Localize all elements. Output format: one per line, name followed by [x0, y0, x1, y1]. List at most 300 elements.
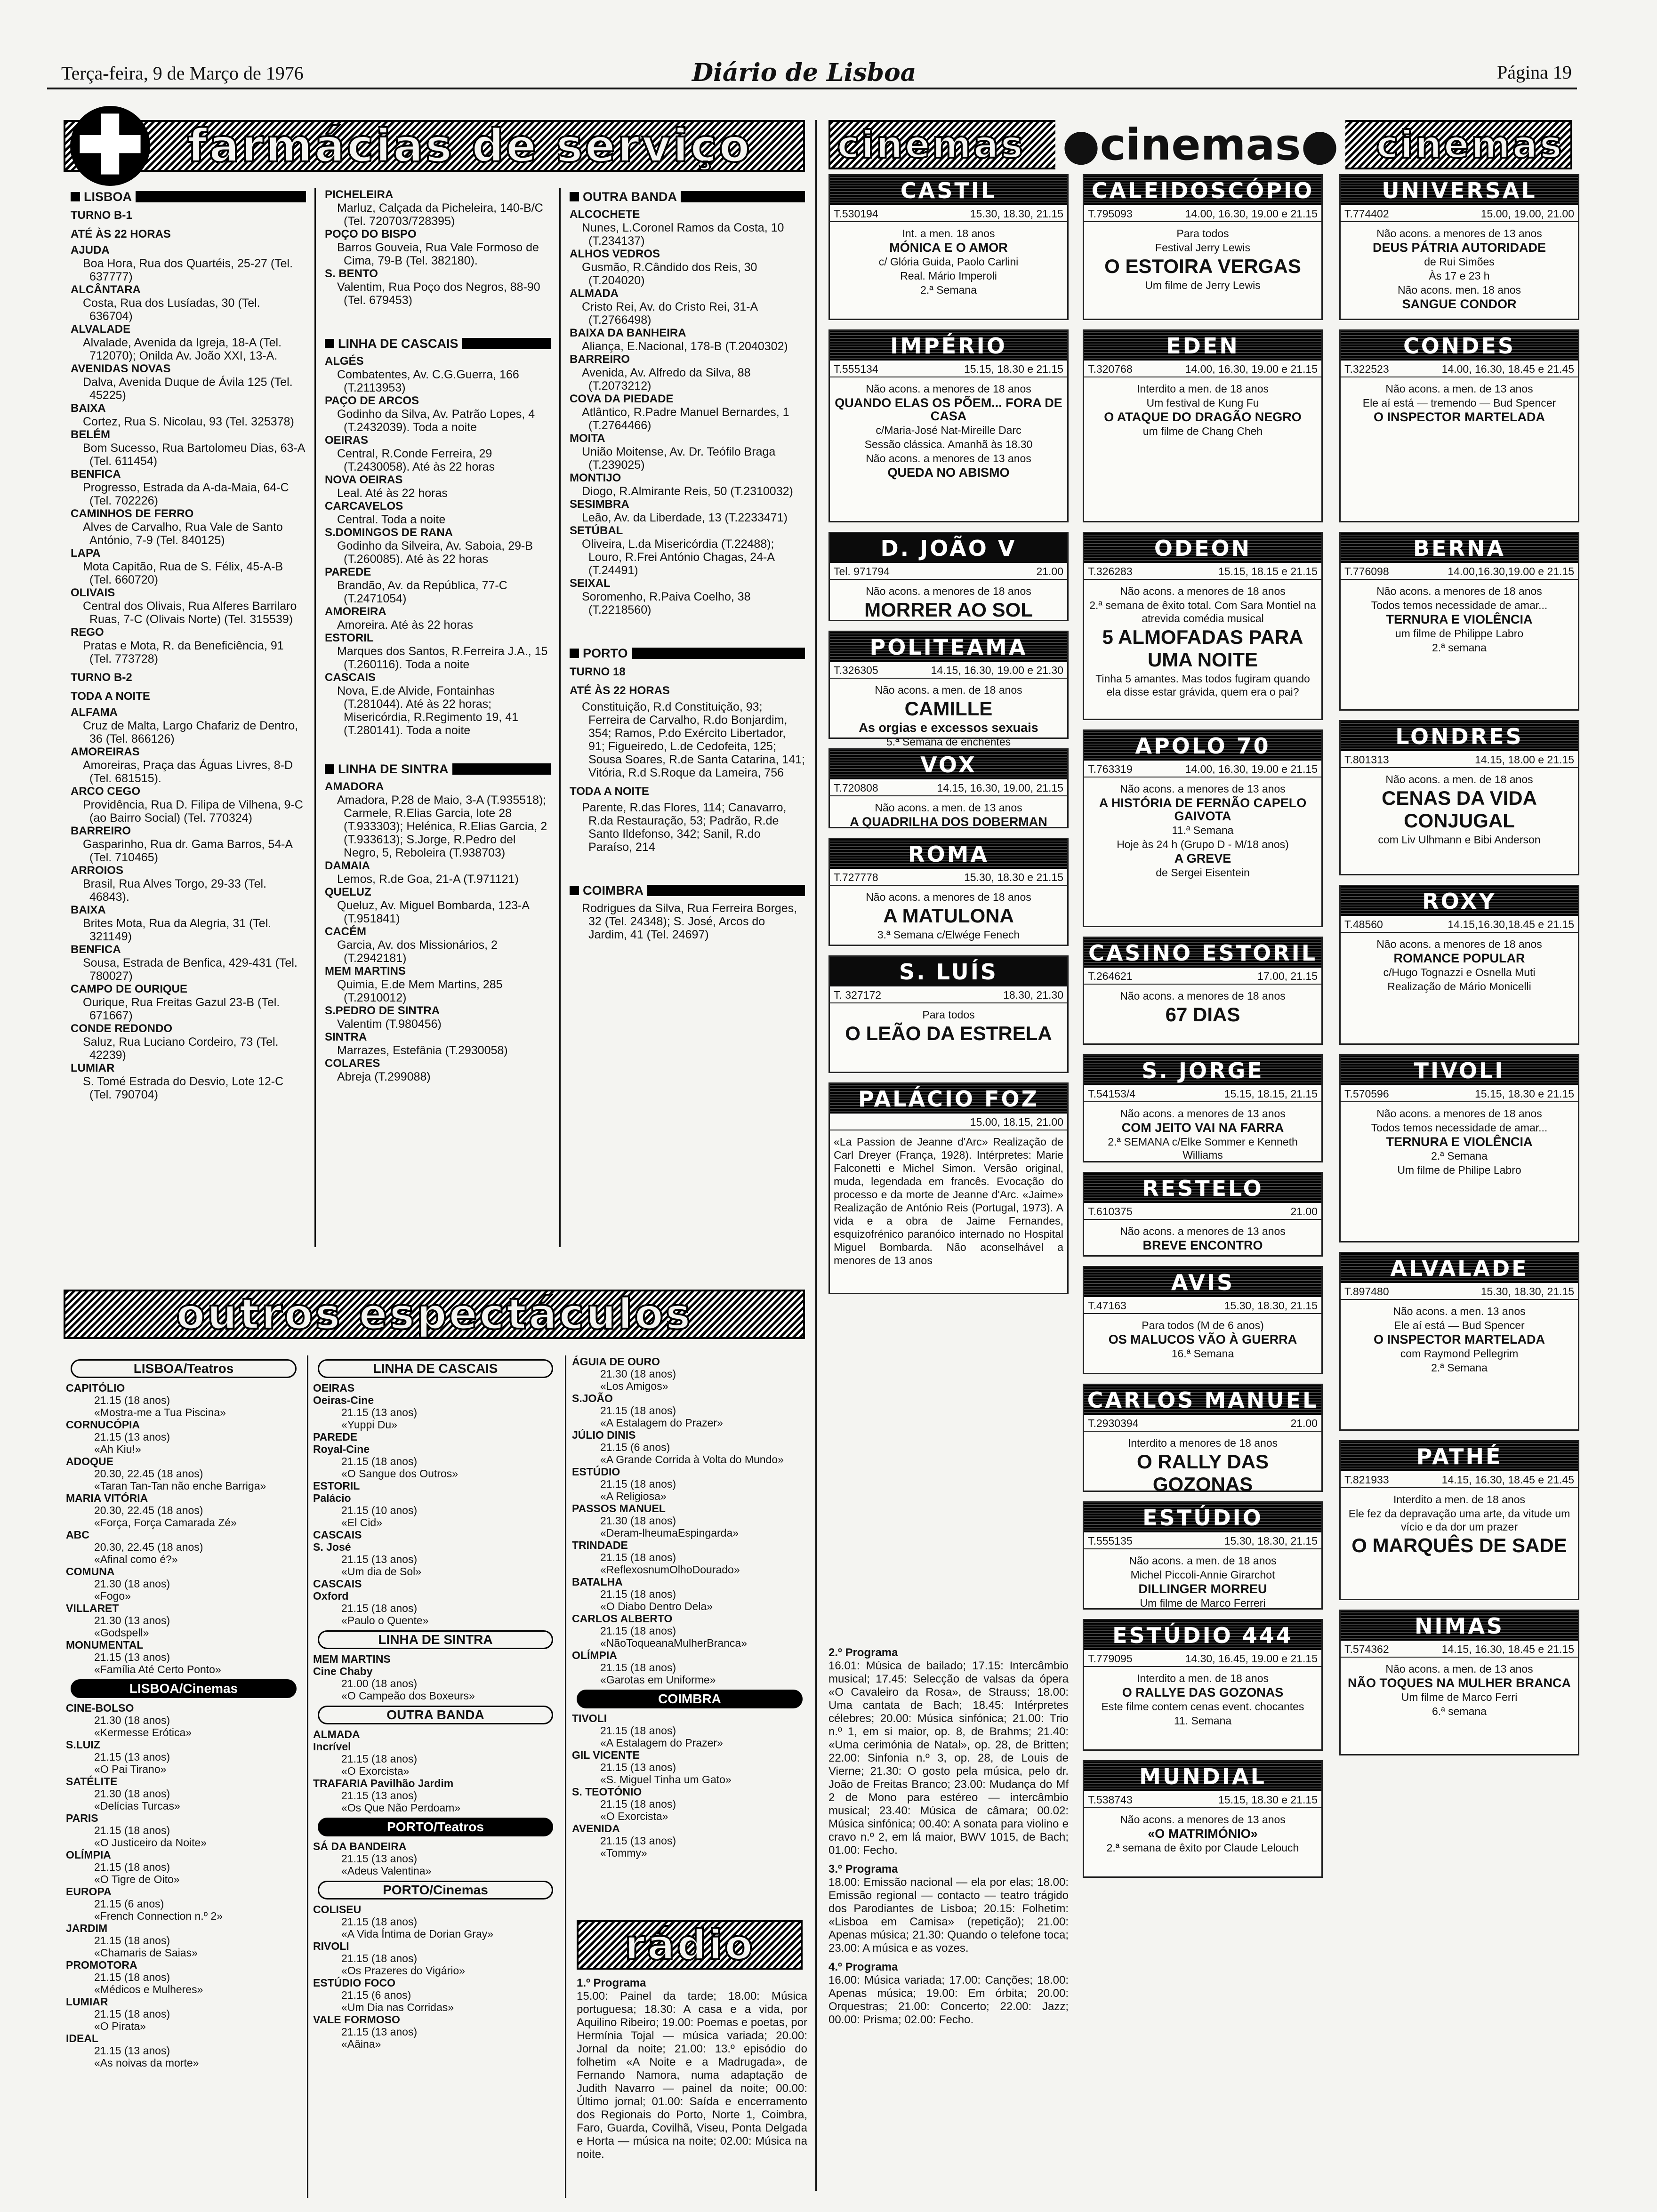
venue-showing: 21.15 (18 anos) [600, 1661, 676, 1674]
pharmacy-locality: OLIVAIS [71, 586, 115, 599]
venue-showing: 21.15 (18 anos) [94, 1824, 170, 1836]
venue-name: COLISEU [313, 1903, 362, 1915]
cinemas-title: cinemas [1100, 120, 1301, 170]
film-info: Ele aí está — tremendo — Bud Spencer [1362, 397, 1556, 409]
cinema-phone-times [1084, 1204, 1321, 1220]
venue-name: S. TEOTÓNIO [572, 1786, 642, 1798]
film-info: Não acons. a menores de 13 anos [1120, 1107, 1286, 1120]
pharmacy-locality: SETÚBAL [570, 524, 623, 537]
pharmacy-entry: S. Tomé Estrada do Desvio, Lote 12-C (Tel. 790704) [83, 1075, 284, 1101]
spacer [570, 854, 805, 882]
pharmacy-locality: LAPA [71, 547, 101, 560]
venue-name: JÚLIO DINIS [572, 1429, 636, 1441]
cinema-times: 21.00 [1036, 565, 1063, 577]
cinema-details [1084, 580, 1321, 703]
cinema-listing [828, 955, 1069, 1073]
cinema-details [830, 580, 1067, 626]
cinema-phone-times [1084, 362, 1321, 377]
cinema-name: ESTÚDIO [1084, 1503, 1321, 1534]
cinema-listing [828, 1082, 1069, 1294]
venue-name: S.LUIZ [66, 1739, 100, 1751]
cinema-phone-times [1341, 1087, 1578, 1102]
cinema-times: 15.30, 18.30, 21.15 [1224, 1299, 1318, 1312]
section-cascais [325, 337, 551, 350]
film-info: Todos temos necessidade de amar... [1371, 599, 1548, 611]
film-info: «La Passion de Jeanne d'Arc» Realização de Carl Dreyer (França, 1928). Intérpretes: Marie Falconetti e Michel Simon. Versão original, muda, legendada em francês. Evocação do processo e da morte de Jeanne d'Arc. «Jaime» Realização de António Reis (Portugal, 1973). A vida e a obra de Jaime Fernandes, esquizofrénico paranóico internado no Hospital Miguel Bombarda. Não aconselhável a menores de 13 anos [834, 1136, 1063, 1266]
cinema-times: 15.30, 18.30, 21.15 [1224, 1535, 1318, 1547]
cinema-listing [1083, 729, 1323, 927]
outros-column-3 [572, 1355, 807, 1967]
cinema-listing [828, 631, 1069, 748]
venue-showing: «El Cid» [341, 1516, 382, 1529]
cinema-times: 14.00, 16.30, 18.45 e 21.45 [1441, 363, 1574, 375]
film-info: 16.ª Semana [1171, 1347, 1234, 1360]
venue-showing: «Garotas em Uniforme» [600, 1674, 716, 1686]
cinema-name: LONDRES [1341, 721, 1578, 753]
pharmacy-entry: Garcia, Av. dos Missionários, 2 (T.2942181) [337, 938, 498, 965]
venue-showing: «Fogo» [94, 1590, 131, 1602]
venue-showing: 20.30, 22.45 (18 anos) [94, 1541, 203, 1553]
venue-name: JARDIM [66, 1922, 108, 1934]
venue-showing: 21.15 (10 anos) [341, 1504, 418, 1516]
venue-showing: «Mostra-me a Tua Piscina» [94, 1406, 226, 1419]
section-porto [570, 647, 805, 660]
cinema-name: ODEON [1084, 533, 1321, 564]
pharmacy-locality: COLARES [325, 1057, 380, 1070]
pharmacy-entry: Gasparinho, Rua dr. Gama Barros, 54-A (Tel. 710465) [83, 838, 292, 864]
cinemas-column-1 [828, 174, 1069, 1633]
pharmacy-locality: PAREDE [325, 566, 371, 578]
cinema-phone-times [830, 988, 1067, 1003]
venue-name: Oxford [313, 1590, 349, 1602]
film-info: Não acons. men. 18 anos [1397, 284, 1521, 296]
cinema-details [1341, 222, 1578, 315]
venue-showing: «Adeus Valentina» [341, 1865, 432, 1877]
venue-group-header: LINHA DE SINTRA [318, 1630, 553, 1649]
venue-name: TRINDADE [572, 1539, 628, 1551]
film-info: Não acons. a menores de 13 anos [1376, 227, 1542, 240]
cinema-times: 14.00, 16.30, 19.00 e 21.15 [1185, 763, 1318, 775]
pharmacy-locality: BENFICA [71, 468, 121, 481]
film-title: OS MALUCOS VÃO À GUERRA [1108, 1332, 1297, 1346]
cinema-times: 14.15, 16.30, 19.00 e 21.30 [931, 664, 1063, 676]
venue-showing: «NãoToqueanaMulherBranca» [600, 1637, 747, 1649]
black-rule [632, 648, 805, 659]
pharmacy-locality: NOVA OEIRAS [325, 473, 403, 486]
cinema-phone: T.897480 [1344, 1285, 1389, 1298]
cinema-name: POLITEAMA [830, 632, 1067, 663]
film-title: CENAS DA VIDA CONJUGAL [1382, 787, 1537, 832]
venue-showing: «A Estalagem do Prazer» [600, 1737, 723, 1749]
pharmacy-entry: Brandão, Av. da República, 77-C (T.2471054) [337, 579, 507, 605]
pharmacy-entry: Queluz, Av. Miguel Bombarda, 123-A (T.951841) [337, 899, 529, 925]
venue-showing: 21.15 (13 anos) [341, 2026, 418, 2038]
cinema-times: 14.15, 16.30, 18.45 e 21.15 [1441, 1643, 1574, 1655]
cinema-listing [1083, 1619, 1323, 1751]
cinema-phone-times [1341, 917, 1578, 933]
cinema-phone-times [1341, 1284, 1578, 1300]
venue-showing: 21.15 (18 anos) [600, 1798, 676, 1810]
cinema-phone-times [830, 663, 1067, 679]
pharmacy-entry: Soromenho, R.Paiva Coelho, 38 (T.2218560) [582, 590, 751, 617]
venue-showing: 21.15 (13 anos) [94, 1651, 170, 1663]
venue-showing: 21.15 (6 anos) [94, 1898, 164, 1910]
film-info: c/Maria-José Nat-Mireille Darc [876, 424, 1022, 436]
cinema-details [1084, 1102, 1321, 1166]
film-title: O RALLY DAS GOZONAS [1136, 1451, 1269, 1495]
venue-showing: 20.30, 22.45 (18 anos) [94, 1467, 203, 1480]
film-info: Não acons. a menores de 18 anos [1376, 1107, 1542, 1120]
film-info: Não acons. a menores de 13 anos [1120, 1813, 1286, 1826]
cinema-listing [1083, 1266, 1323, 1374]
section-lisboa-label: LISBOA [84, 190, 132, 204]
venue-showing: «Um Dia nas Corridas» [341, 2001, 454, 2013]
cinema-details [1084, 777, 1321, 884]
venue-showing: «O Sangue dos Outros» [341, 1467, 458, 1480]
cinema-phone-times [830, 1115, 1067, 1130]
pharmacy-locality: CAMINHOS DE FERRO [71, 507, 194, 520]
venue-showing: 21.30 (18 anos) [94, 1787, 170, 1800]
cinema-listing [1339, 532, 1579, 711]
venue-showing: «O Justiceiro da Noite» [94, 1836, 207, 1849]
pharmacy-entry: Lemos, R.de Goa, 21-A (T.971121) [337, 873, 519, 886]
pharmacy-locality: SESIMBRA [570, 498, 629, 511]
bullet-icon: ● [1301, 120, 1339, 170]
column-rule [307, 1355, 308, 2198]
venue-name: Incrível [313, 1740, 351, 1753]
hours-label: ATÉ ÀS 22 HORAS [71, 228, 171, 240]
cinema-listing [1339, 174, 1579, 320]
film-info: 3.ª Semana c/Elwége Fenech [877, 929, 1020, 941]
film-info: Todos temos necessidade de amar... [1371, 1122, 1548, 1134]
film-info: Interdito a men. de 18 anos [1136, 1672, 1269, 1684]
cinema-phone-times [1341, 564, 1578, 580]
pharmacy-entry: Aliança, E.Nacional, 178-B (T.2040302) [582, 340, 788, 353]
radio-p3-text: 18.00: Emissão nacional — ela por elas; 18.00: Emissão regional — contacto — teatro trágido dos Parodiantes de Lisboa; 20.15: Folhetim: «Lisboa em Camisa» (repetição); 21.00: Apenas música; 21.30: Quando o telefone toca; 23.00: A música e as vozes. [828, 1876, 1069, 1955]
radio-banner [577, 1920, 803, 1970]
black-rule [462, 338, 551, 349]
pharmacy-entry: Mota Capitão, Rua de S. Félix, 45-A-B (Tel. 660720) [83, 560, 283, 586]
cinema-phone-times [1341, 753, 1578, 768]
pharmacy-entry: Boa Hora, Rua dos Quartéis, 25-27 (Tel. 637777) [83, 257, 293, 283]
cinema-times: 21.00 [1290, 1205, 1318, 1218]
radio-p4-text: 16.00: Música variada; 17.00: Canções; 18.00: Apenas música; 19.00: Em órbita; 20.00: Orquestras; 21.00: Concerto; 22.00: Jazz; 00.00: Prisma; 02.00: Fecho. [828, 1974, 1069, 2026]
film-title: O RALLYE DAS GOZONAS [1122, 1685, 1284, 1699]
venue-showing: 21.15 (18 anos) [600, 1551, 676, 1563]
cinema-times: 14.15,16.30,18.45 e 21.15 [1448, 918, 1574, 930]
venue-showing: «A Religiosa» [600, 1490, 667, 1502]
farmacias-lisboa-cont-column [325, 188, 551, 1247]
square-icon [570, 886, 579, 895]
venue-showing: «Os Prazeres do Vigário» [341, 1964, 465, 1977]
film-info: Ele fez da depravação uma arte, da vitude um vício e da dor um prazer [1348, 1507, 1570, 1533]
cinema-name: ROMA [830, 839, 1067, 870]
film-title: A QUADRILHA DOS DOBERMAN [850, 815, 1047, 829]
cinema-phone-times [1341, 207, 1578, 222]
cinema-phone: T. 327172 [834, 989, 882, 1001]
pharmacy-entry: Combatentes, Av. C.G.Guerra, 166 (T.2113953) [337, 368, 519, 394]
venue-showing: «O Pai Tirano» [94, 1763, 167, 1775]
pharmacy-locality: CARCAVELOS [325, 500, 403, 513]
film-info: um filme de Chang Cheh [1142, 425, 1263, 437]
pharmacy-locality: BAIXA [71, 402, 106, 415]
pharmacy-cross-icon: ✚ [70, 106, 150, 186]
cinema-phone: T.538743 [1088, 1794, 1133, 1806]
venue-showing: 21.15 (18 anos) [341, 1915, 418, 1928]
film-title: ROMANCE POPULAR [1393, 951, 1525, 965]
cinema-details [830, 1130, 1067, 1272]
farmacias-outra-porto-column [570, 188, 805, 1247]
venue-name: PASSOS MANUEL [572, 1502, 666, 1515]
venue-showing: «O Exorcista» [600, 1810, 668, 1822]
film-title: O LEÃO DA ESTRELA [845, 1022, 1052, 1044]
pharmacy-entry: Nova, E.de Alvide, Fontainhas (T.281044). Até às 22 horas; Misericórdia, R.Regimento 19, 41 (T.280141). Toda a noite [337, 684, 518, 737]
pharmacy-locality: ALGÉS [325, 355, 364, 368]
venue-showing: «Os Que Não Perdoam» [341, 1802, 461, 1814]
cinema-phone-times [1084, 1416, 1321, 1432]
pharmacy-locality: OEIRAS [325, 434, 369, 447]
venue-showing: «Força, Força Camarada Zé» [94, 1516, 237, 1529]
venue-showing: 21.30 (18 anos) [94, 1578, 170, 1590]
cinema-details [1084, 985, 1321, 1031]
newspaper-title: Diário de Lisboa [692, 58, 917, 87]
pharmacy-entry: Ourique, Rua Freitas Gazul 23-B (Tel. 671667) [83, 996, 280, 1022]
venue-showing: 21.30 (18 anos) [94, 1714, 170, 1726]
cinema-details [1084, 1220, 1321, 1257]
cinema-listing [1083, 937, 1323, 1045]
film-info: Não acons. a menores de 18 anos [1376, 585, 1542, 597]
venue-name: BATALHA [572, 1576, 623, 1588]
venue-showing: 21.15 (18 anos) [341, 1952, 418, 1964]
pharmacy-entry: Rodrigues da Silva, Rua Ferreira Borges, 32 (Tel. 24348); S. José, Arcos do Jardim, 41 (Tel. 24697) [582, 902, 797, 941]
square-icon [325, 764, 334, 774]
pharmacy-entry: Amoreiras, Praça das Águas Livres, 8-D (Tel. 681515). [83, 759, 293, 785]
cinema-details [830, 886, 1067, 946]
venue-name: MARIA VITÓRIA [66, 1492, 148, 1504]
cinema-times: 21.00 [1290, 1417, 1318, 1429]
film-info: Não acons. a menores de 13 anos [1120, 1225, 1286, 1237]
cinema-name: EDEN [1084, 331, 1321, 362]
cinema-details [830, 796, 1067, 833]
pharmacy-locality: POÇO DO BISPO [325, 228, 417, 240]
venue-showing: «O Tigre de Oito» [94, 1873, 180, 1885]
pharmacy-locality: ALHOS VEDROS [570, 248, 660, 260]
pharmacy-entry: Cristo Rei, Av. do Cristo Rei, 31-A (T.2766498) [582, 300, 757, 327]
venue-showing: «O Pirata» [94, 2020, 146, 2032]
cinema-name: CONDES [1341, 331, 1578, 362]
cinema-name: TIVOLI [1341, 1056, 1578, 1087]
venue-name: CASCAIS [313, 1529, 362, 1541]
venue-showing: 21.15 (18 anos) [94, 1934, 170, 1947]
venue-group-header: LISBOA/Cinemas [71, 1679, 297, 1698]
pharmacy-locality: MEM MARTINS [325, 965, 406, 978]
film-title: O INSPECTOR MARTELADA [1373, 410, 1545, 424]
cinema-details [1084, 1667, 1321, 1732]
venue-showing: 21.15 (13 anos) [94, 1431, 170, 1443]
cinema-times: 14.00,16.30,19.00 e 21.15 [1448, 565, 1574, 577]
venue-showing: «Taran Tan-Tan não enche Barriga» [94, 1480, 266, 1492]
cinema-details [1341, 1102, 1578, 1181]
pharmacy-locality: ARCO CEGO [71, 785, 141, 798]
film-info: 2.ª semana de êxito por Claude Lelouch [1106, 1842, 1299, 1854]
cinema-details [830, 377, 1067, 484]
film-title: NÃO TOQUES NA MULHER BRANCA [1347, 1676, 1571, 1690]
venue-showing: «A Estalagem do Prazer» [600, 1417, 723, 1429]
film-info: Um filme de Marco Ferri [1401, 1691, 1518, 1703]
cinema-details [1084, 1549, 1321, 1614]
film-info: Não acons. a men. de 13 anos [875, 801, 1022, 814]
hours-label: TODA A NOITE [570, 785, 649, 798]
cinema-name: UNIVERSAL [1341, 176, 1578, 207]
film-info: Real. Mário Imperoli [900, 270, 997, 282]
venue-name: AVENIDA [572, 1822, 620, 1835]
venue-showing: «A Vida Íntima de Dorian Gray» [341, 1928, 494, 1940]
pharmacy-locality: ALCÂNTARA [71, 283, 141, 296]
cinema-name: ALVALADE [1341, 1253, 1578, 1284]
film-info: c/ Glória Guida, Paolo Carlini [878, 256, 1019, 268]
cinema-phone-times [830, 781, 1067, 796]
cinema-name: VOX [830, 750, 1067, 781]
venue-showing: 21.15 (13 anos) [341, 1553, 418, 1565]
turno-label: TURNO B-2 [71, 671, 132, 684]
square-icon [71, 192, 80, 201]
cinema-name: S. LUÍS [830, 957, 1067, 988]
film-info: Não acons. a menores de 18 anos [866, 383, 1031, 395]
cinema-phone-times [830, 207, 1067, 222]
pharmacy-entry: Central dos Olivais, Rua Alferes Barrilaro Ruas, 7-C (Olivais Norte) (Tel. 315539) [83, 600, 297, 626]
cinema-phone-times [830, 362, 1067, 377]
venue-name: MEM MARTINS [313, 1653, 391, 1665]
pharmacy-entry: Brites Mota, Rua da Alegria, 31 (Tel. 321149) [83, 917, 272, 943]
venue-name: CINE-BOLSO [66, 1702, 134, 1714]
cinema-phone: T.326283 [1088, 565, 1133, 577]
cinema-times: 15.15, 18.15, 21.15 [1224, 1088, 1318, 1100]
cinema-times: 14.15, 16.30, 19.00, 21.15 [937, 782, 1063, 794]
venue-showing: «French Connection n.º 2» [94, 1910, 223, 1922]
film-info: Não acons. a men. 13 anos [1393, 1305, 1526, 1317]
cinema-listing [1083, 532, 1323, 720]
venue-showing: «Ah Kiu!» [94, 1443, 141, 1455]
section-coimbra-label: COIMBRA [583, 883, 643, 898]
venue-name: Palácio [313, 1492, 351, 1504]
cinema-details [830, 1003, 1067, 1050]
pharmacy-entry: Marrazes, Estefânia (T.2930058) [337, 1044, 508, 1057]
venue-name: SÁ DA BANDEIRA [313, 1840, 407, 1852]
pharmacy-locality: PICHELEIRA [325, 188, 394, 201]
pharmacy-entry: Abreja (T.299088) [337, 1070, 431, 1083]
film-title: CAMILLE [904, 697, 993, 720]
cinemas-title-main [1055, 120, 1345, 170]
pharmacy-entry: Parente, R.das Flores, 114; Canavarro, R.da Restauração, 53; Padrão, R.de Santo Ildefonso, 342; Sanil, R.do Paraíso, 214 [582, 801, 787, 854]
cinema-details [1084, 222, 1321, 297]
cinema-phone: T.720808 [834, 782, 878, 794]
radio-p2-text: 16.01: Música de bailado; 17.15: Intercâmbio musical; 17.45: Selecção de valsas da ópera «O Cavaleiro da Rosa», de Strauss; 18.00: Uma cantata de Bach; 18.45: Intérpretes célebres; 20.00: Música sinfónica; 21.00: Trio n.º 1, em si maior, op. 8, de Brahms; 21.40: «Uma cerimónia de Natal», op. 28, de Britten; 22.00: Sinfonia n.º 3, op. 28, de Louis de Vierne; 21.30: O gosto pela música, pelo dr. João de Freitas Branco; 23.00: Mudança do Mf 2 de Mono para estéreo — intercâmbio musical; 23.40: Música de câmara; 00.02: Música sinfónica; 00.40: A sonata para violino e cravo n.º 2, em lá maior, BWV 1015, de Bach; 01.00: Fecho. [828, 1659, 1069, 1857]
venue-name: ADOQUE [66, 1455, 113, 1467]
pharmacy-entry: Sousa, Estrada de Benfica, 429-431 (Tel. 780027) [83, 956, 298, 983]
film-info: c/Hugo Tognazzi e Osnella Muti [1383, 966, 1536, 978]
film-title: TERNURA E VIOLÊNCIA [1386, 1135, 1533, 1149]
cinema-times: 14.00, 16.30, 19.00 e 21.15 [1185, 208, 1318, 220]
venue-showing: 21.15 (13 anos) [600, 1761, 676, 1773]
pharmacy-locality: SEIXAL [570, 577, 611, 590]
column-rule [314, 188, 316, 1247]
venue-showing: «O Campeão dos Boxeurs» [341, 1690, 475, 1702]
venue-name: TIVOLI [572, 1712, 607, 1724]
film-title: QUEDA NO ABISMO [887, 465, 1010, 480]
film-title: «O MATRIMÓNIO» [1148, 1827, 1258, 1841]
pharmacy-entry: Marluz, Calçada da Picheleira, 140-B/C (Tel. 720703/728395) [337, 201, 543, 228]
film-info: Michel Piccoli-Annie Girarchot [1130, 1569, 1275, 1581]
pharmacy-locality: ESTORIL [325, 632, 374, 644]
pharmacy-locality: BENFICA [71, 943, 121, 956]
cinema-name: ESTÚDIO 444 [1084, 1620, 1321, 1651]
cinema-phone-times [830, 870, 1067, 886]
venue-showing: «O Diabo Dentro Dela» [600, 1600, 713, 1612]
film-info: Um filme de Philipe Labro [1397, 1164, 1521, 1176]
pharmacy-entry: Brasil, Rua Alves Torgo, 29-33 (Tel. 46843). [83, 877, 267, 904]
venue-showing: 21.00 (18 anos) [341, 1677, 418, 1690]
cinema-phone: T.48560 [1344, 918, 1383, 930]
film-info: Não acons. a men. de 13 anos [1385, 383, 1533, 395]
cinema-phone: T.776098 [1344, 565, 1389, 577]
cinemas-column-2 [1083, 174, 1323, 2198]
cinema-phone-times [1084, 969, 1321, 985]
venue-name: CORNUCÓPIA [66, 1419, 140, 1431]
cinema-listing [1083, 1501, 1323, 1610]
film-info: 11.ª Semana [1172, 824, 1234, 836]
film-info: 2.ª Semana [1431, 1150, 1488, 1162]
venue-name: Royal-Cine [313, 1443, 370, 1455]
cinema-phone-times [1084, 1793, 1321, 1808]
section-sintra-label: LINHA DE SINTRA [338, 762, 449, 776]
venue-group-header: OUTRA BANDA [318, 1706, 553, 1724]
venue-showing: «S. Miguel Tinha um Gato» [600, 1773, 732, 1786]
cinema-phone: T.2930394 [1088, 1417, 1139, 1429]
square-icon [570, 649, 579, 658]
square-icon [325, 339, 334, 348]
cinema-name: AVIS [1084, 1267, 1321, 1298]
film-title: MÓNICA E O AMOR [889, 240, 1008, 255]
film-info: Festival Jerry Lewis [1155, 241, 1250, 254]
cinema-phone-times [1084, 1298, 1321, 1314]
cinema-name: CALEIDOSCÓPIO [1084, 176, 1321, 207]
pharmacy-locality: ALCOCHETE [570, 208, 640, 221]
cinema-phone-times [1341, 362, 1578, 377]
film-title: A GREVE [1174, 851, 1231, 866]
pharmacy-locality: COVA DA PIEDADE [570, 393, 674, 405]
film-info: Hoje às 24 h (Grupo D - M/18 anos) [1117, 838, 1289, 850]
film-info: Um filme de Marco Ferreri [1140, 1597, 1266, 1609]
spacer [570, 617, 805, 645]
black-rule [647, 885, 805, 896]
cinema-name: MUNDIAL [1084, 1762, 1321, 1793]
section-porto-label: PORTO [583, 646, 628, 660]
film-title: A MATULONA [883, 905, 1014, 927]
pharmacy-locality: SINTRA [325, 1031, 367, 1043]
cinema-phone-times [1341, 1642, 1578, 1658]
cinema-phone: T.322523 [1344, 363, 1389, 375]
venue-name: CAPITÓLIO [66, 1382, 125, 1394]
film-info: Para todos [922, 1009, 975, 1021]
cinema-times: 15.15, 18.30 e 21.15 [1218, 1794, 1318, 1806]
radio-p3-title: 3.º Programa [828, 1863, 898, 1875]
venue-showing: 21.15 (6 anos) [341, 1989, 411, 2001]
cinema-phone: T.763319 [1088, 763, 1133, 775]
venue-group-header: LINHA DE CASCAIS [318, 1359, 553, 1378]
film-title: QUANDO ELAS OS PÕEM... FORA DE CASA [835, 396, 1062, 423]
cinema-listing [1339, 1054, 1579, 1242]
pharmacy-entry: Pratas e Mota, R. da Beneficiência, 91 (Tel. 773728) [83, 639, 284, 665]
